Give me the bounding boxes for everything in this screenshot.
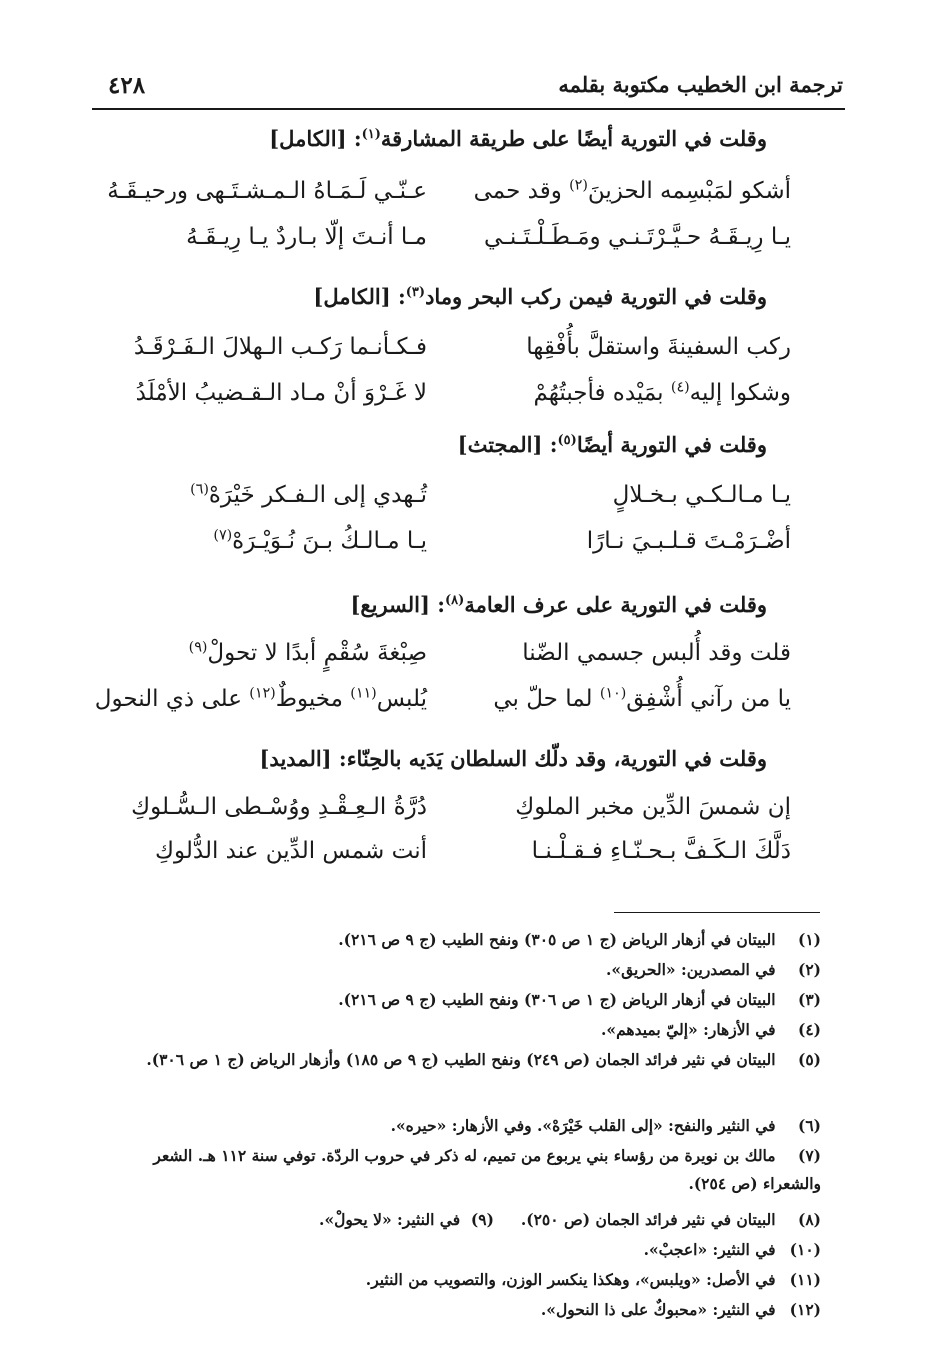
verse-hemistich-right: دَلَّكَ الـكَـفَّ بـحـنّـاءِ فـقـلْـنـا: [531, 838, 791, 864]
section-intro: وقلت في التورية أيضًا على طريقة المشارقة$^{(١)}$: [الكامل]: [269, 126, 767, 151]
section-intro: وقلت في التورية أيضًا$^{(٥)}$: [المجتث]: [457, 432, 767, 457]
verse-hemistich-right: قلت وقد أُلبس جسمي الضّنا: [522, 640, 791, 666]
footnote: (٣) البيتان في أزهار الرياض (ج ١ ص ٣٠٦) ونفح الطيب (ج ٩ ص ٢١٦).: [338, 990, 821, 1009]
footnote: (١) البيتان في أزهار الرياض (ج ١ ص ٣٠٥) ونفح الطيب (ج ٩ ص ٢١٦).: [338, 930, 821, 949]
footnote: (٨) البيتان في نثير فرائد الجمان (ص ٢٥٠). (٩) في النثير: «لا يحولْ».: [319, 1210, 821, 1229]
verse-hemistich-left: صِبْغةَ سُقْمٍ أبدًا لا تحولْ$^{(٩)}$: [188, 639, 427, 666]
verse-hemistich-left: فـكـأنـما رَكـب الـهلالَ الـفَـرْقَـدُ: [133, 334, 427, 360]
section-intro: وقلت في التورية فيمن ركب البحر وماد$^{(٣)}$: [الكامل]: [313, 284, 767, 309]
footnote: (١٢) في النثير: «محبوكٌ على ذا النحول».: [540, 1300, 821, 1319]
verse-hemistich-left: يـا مـالـكُ بـنَ نُـوَيْـرَهْ$^{(٧)}$: [213, 527, 427, 554]
verse-hemistich-right: يـا رِيـقَـهُ حـيَّـرْتَـنـي ومَـطَـلْـتَـنـي: [484, 224, 791, 250]
page-number: ٤٢٨: [108, 72, 146, 99]
verse-hemistich-left: عـنّـي لَـمَـاهُ الـمـشـتَـهى ورحيـقَـهُ: [107, 178, 427, 204]
verse-hemistich-right: إن شمسَ الدِّين مخبر الملوكِ: [515, 794, 791, 820]
footnote: (١٠) في النثير: «اعجبْ».: [643, 1240, 821, 1259]
verse-hemistich-right: يـا مـالـكـي بـخـلالٍ: [612, 482, 791, 508]
verse-hemistich-right: أشكو لمَبْسِمه الحزينَ$^{(٢)}$ وقد حمى: [473, 177, 791, 204]
verse-hemistich-right: وشكوا إليه$^{(٤)}$ بمَيْده فأجبتُهُمْ: [533, 379, 791, 406]
verse-hemistich-left: مـا أنـتَ إلّا بـاردٌ يـا رِيـقَـهُ: [186, 224, 427, 250]
footnote: (٤) في الأزهار: «إليّ بميدهم».: [601, 1020, 821, 1039]
verse-hemistich-left: دُرَّةُ الـعِـقْـدِ ووُسْـطى الـسُّـلوكِ: [131, 794, 427, 820]
verse-hemistich-left: يُلبس$^{(١١)}$ مخيوطٌ$^{(١٢)}$ على ذي النحول: [94, 685, 427, 712]
footnote: (٧) مالك بن نويرة من رؤساء بني يربوع من تميم، له ذكر في حروب الردّة. توفي سنة ١١٢ هـ. الشعر والشعراء (ص ٢٥٤).: [153, 1146, 821, 1193]
verse-hemistich-right: أضْـرَمْـتَ قـلـبـيَ نـارًا: [586, 528, 791, 554]
section-intro: وقلت في التورية على عرف العامة$^{(٨)}$: [السريع]: [350, 592, 767, 617]
running-title: ترجمة ابن الخطيب مكتوبة بقلمه: [558, 72, 843, 97]
footnote: (٦) في النثير والنفح: «إلى القلب خَيْرَهْ». وفي الأزهار: «حيره».: [390, 1116, 821, 1135]
verse-hemistich-right: ركب السفينةَ واستقلَّ بأُفْقِها: [526, 334, 791, 360]
verse-hemistich-right: يا من رآني أُشْفِق$^{(١٠)}$ لما حلّ بي: [493, 685, 791, 712]
verse-hemistich-left: لا غَـرْوَ أنْ مـاد الـقـضيبُ الأمْلَدُ: [135, 380, 427, 406]
footnote: (١١) في الأصل: «ويلبس»، وهكذا ينكسر الوزن، والتصويب من النثير.: [365, 1270, 821, 1289]
section-intro: وقلت في التورية، وقد دلّك السلطان يَدَيه بالحِنّاء: [المديد]: [259, 746, 767, 771]
footnote: (٥) البيتان في نثير فرائد الجمان (ص ٢٤٩) ونفح الطيب (ج ٩ ص ١٨٥) وأزهار الرياض (ج ١ ص ٣٠٦).: [146, 1050, 821, 1069]
footnote-separator: [614, 912, 820, 913]
header-rule: [92, 108, 845, 110]
verse-hemistich-left: أنت شمس الدِّين عند الدُّلوكِ: [155, 838, 427, 864]
verse-hemistich-left: تُـهدي إلى الـفـكر خَيْرَهْ$^{(٦)}$: [190, 481, 427, 508]
footnote: (٢) في المصدرين: «الحريق».: [605, 960, 821, 979]
